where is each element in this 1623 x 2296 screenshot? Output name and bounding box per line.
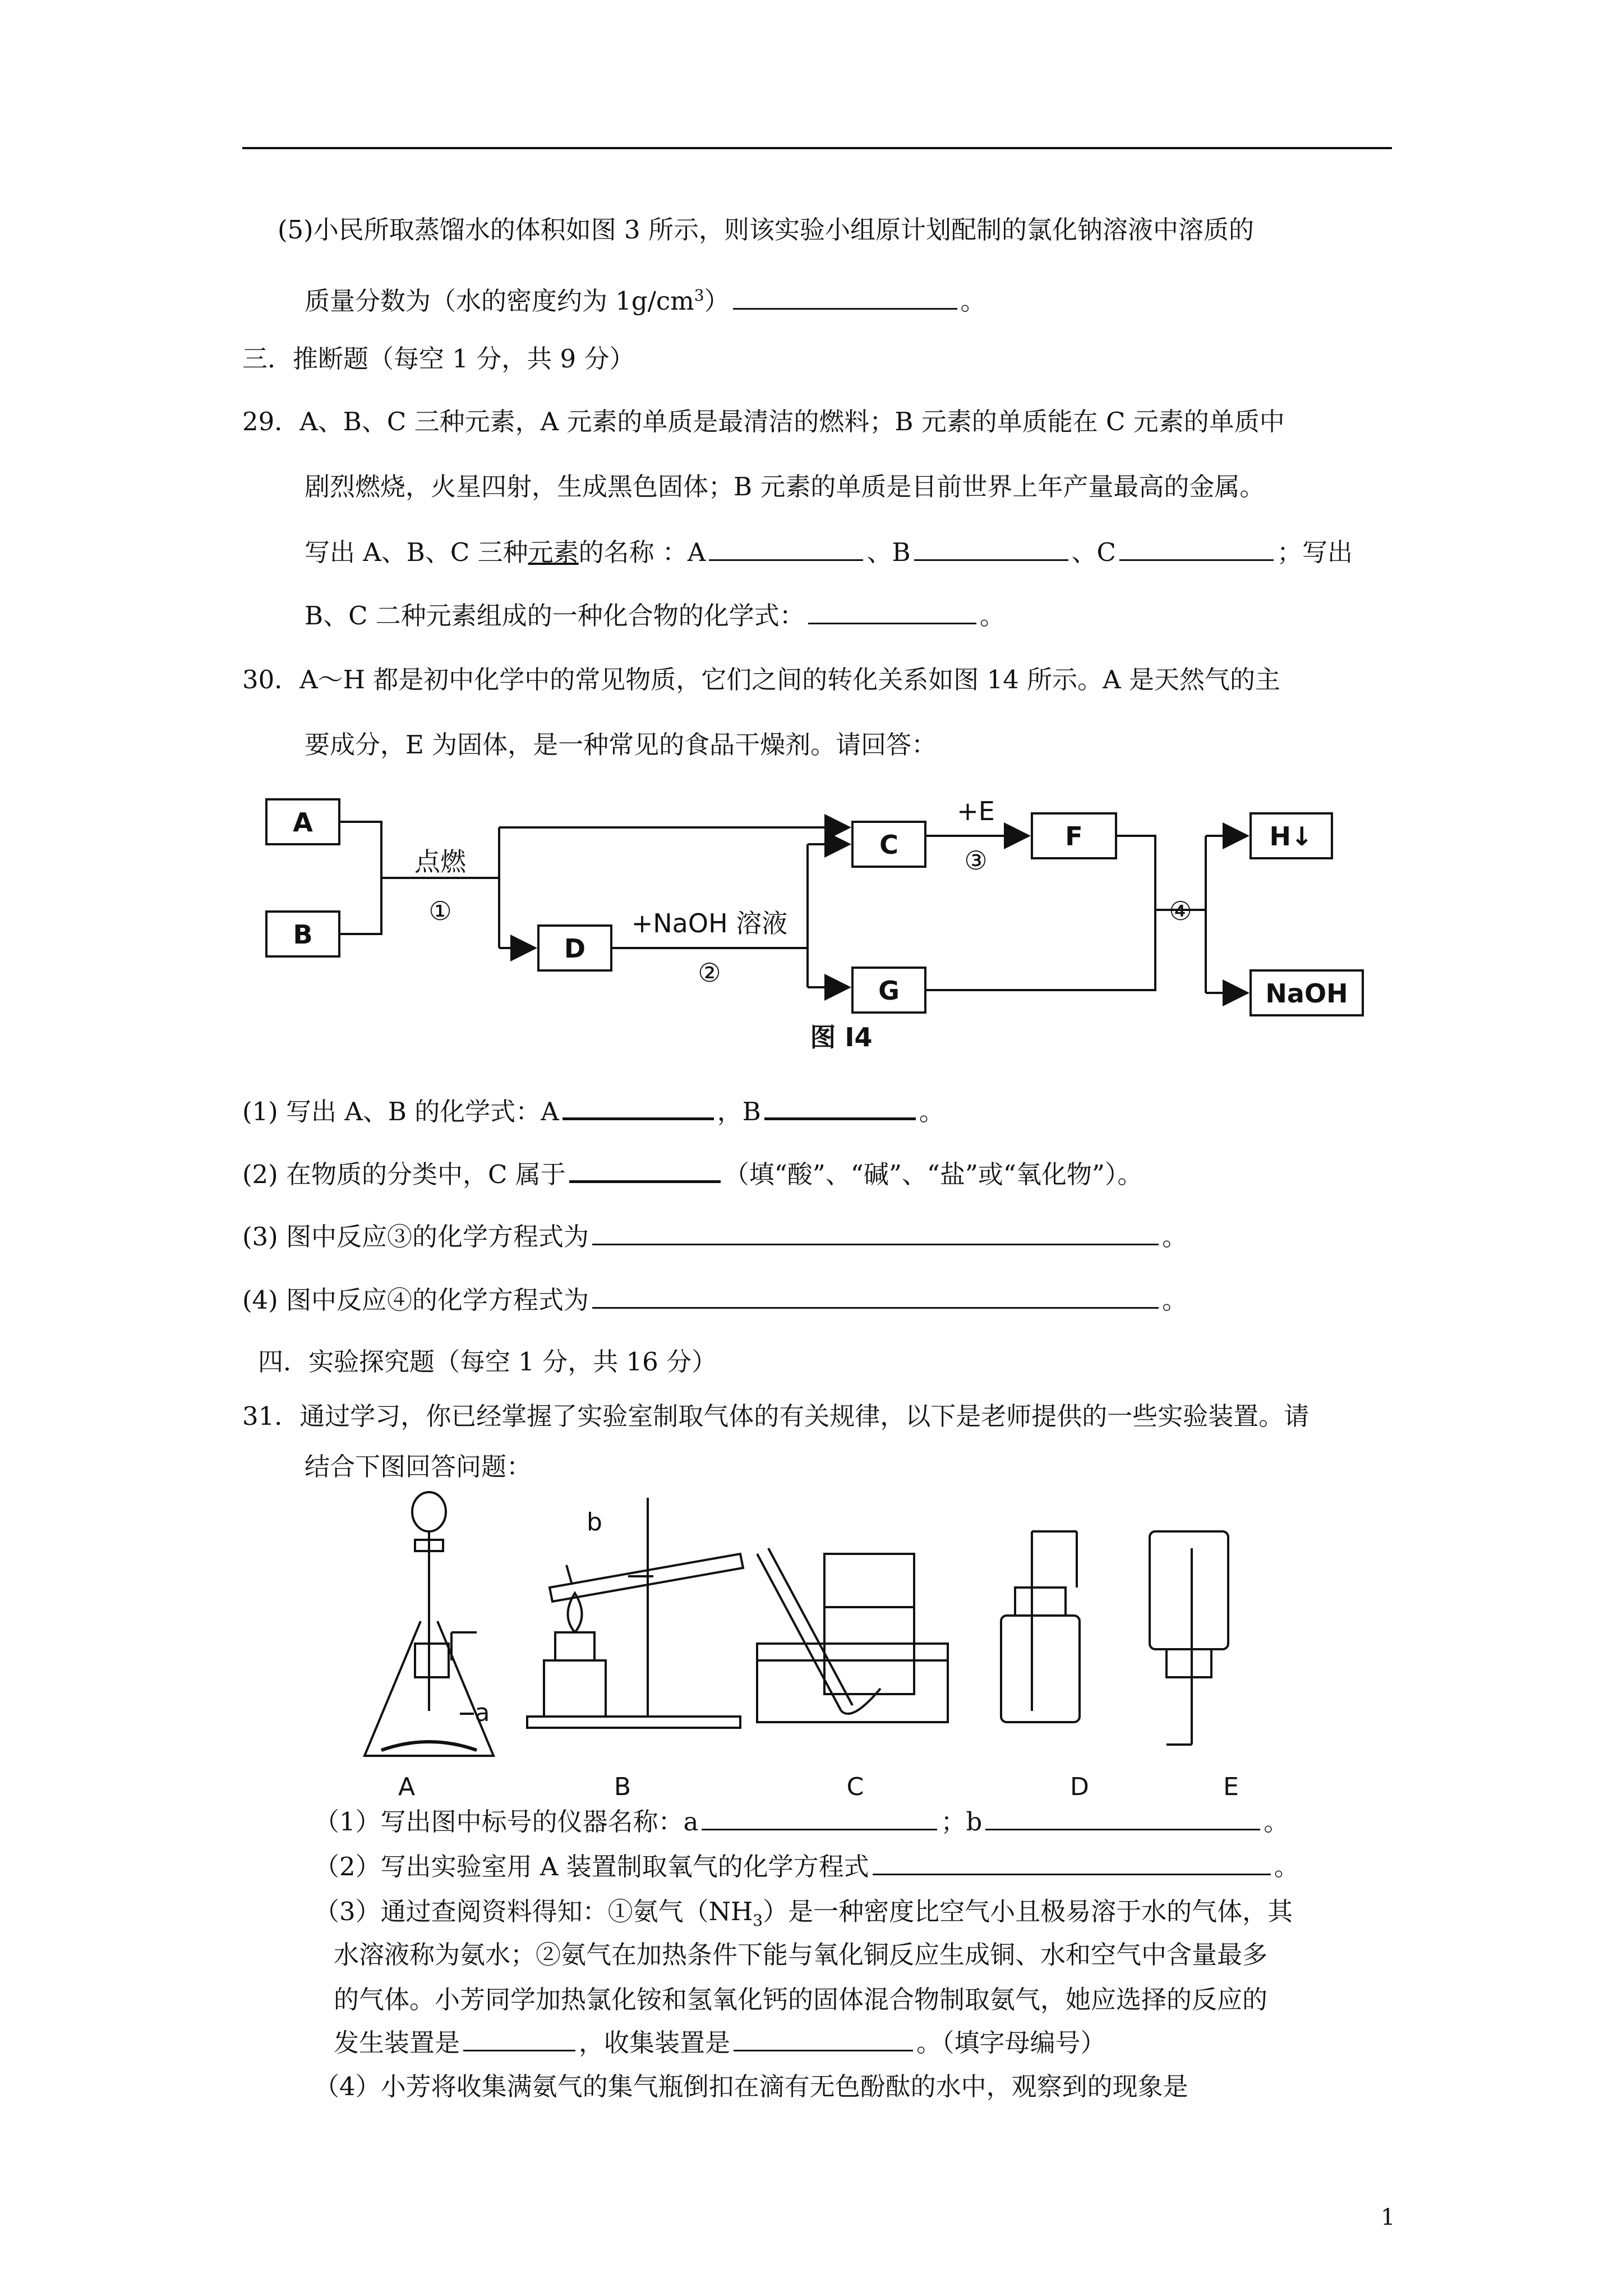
q30-sub2: (2) 在物质的分类中，C 属于 （填“酸”、“碱”、“盐”或“氧化物”）。: [242, 1157, 1142, 1191]
answer-blank: [873, 1850, 1271, 1875]
q31-sub2: （2）写出实验室用 A 装置制取氧气的化学方程式 。: [314, 1850, 1299, 1884]
q28-5-line1: (5)小民所取蒸馏水的体积如图 3 所示，则该实验小组原计划配制的氯化钠溶液中溶质的: [278, 215, 1254, 245]
label-naoh: +NaOH 溶液: [631, 908, 788, 938]
label-E: E: [1223, 1773, 1239, 1801]
q29-line1: 29．A、B、C 三种元素，A 元素的单质是最清洁的燃料；B 元素的单质能在 C 元素的单质中: [242, 407, 1285, 436]
box-A: A: [293, 807, 313, 838]
answer-blank: [592, 1283, 1159, 1309]
q29-line4: B、C 二种元素组成的一种化合物的化学式： 。: [305, 599, 1005, 633]
q31-line2: 结合下图回答问题：: [305, 1452, 532, 1481]
box-B: B: [293, 919, 313, 950]
label-ignite: 点燃: [414, 846, 466, 877]
answer-blank: [808, 599, 976, 624]
answer-blank: [914, 536, 1068, 561]
mark-a: a: [474, 1699, 490, 1727]
q31-sub3-line3: 的气体。小芳同学加热氯化铵和氢氧化钙的固体混合物制取氨气，她应选择的反应的: [334, 1985, 1268, 2014]
apparatus-A: [365, 1492, 494, 1756]
q31-sub3-line1: （3）通过查阅资料得知：①氨气$(NH_3)$是一种密度比空气小且极易溶于水的气体，其: [314, 1897, 1293, 1930]
header-rule: [242, 147, 1392, 149]
apparatus-figure: [348, 1487, 1391, 1801]
label-C: C: [846, 1773, 864, 1801]
label-e: +E: [957, 796, 995, 826]
q28-5-line2: 质量分数为（水的密度约为 $1g/cm^3$） 。: [305, 279, 986, 318]
q31-sub3-line4: 发生装置是 ，收集装置是 。（填字母编号）: [334, 2026, 1106, 2060]
apparatus-C: [757, 1548, 948, 1722]
box-C: C: [879, 830, 898, 860]
q29-line2: 剧烈燃烧，火星四射，生成黑色固体；B 元素的单质是目前世界上年产量最高的金属。: [305, 472, 1265, 501]
section-3-title: 三．推断题（每空 1 分，共 9 分）: [242, 344, 635, 374]
q31-sub4: （4）小芳将收集满氨气的集气瓶倒扣在滴有无色酚酞的水中，观察到的现象是: [314, 2072, 1188, 2101]
answer-blank: [562, 1094, 714, 1120]
answer-blank: [569, 1157, 721, 1183]
answer-blank: [985, 1805, 1260, 1830]
label-D: D: [1070, 1773, 1089, 1801]
answer-blank: [709, 536, 863, 561]
q30-sub4: (4) 图中反应④的化学方程式为 。: [242, 1283, 1187, 1317]
apparatus-D: [1001, 1531, 1080, 1722]
answer-blank: [764, 1094, 916, 1120]
step-1: ①: [428, 896, 452, 926]
box-H: H↓: [1269, 821, 1313, 852]
q31-sub3-line2: 水溶液称为氨水；②氨气在加热条件下能与氧化铜反应生成铜、水和空气中含量最多: [334, 1940, 1268, 1970]
box-F: F: [1065, 821, 1083, 852]
answer-blank: [592, 1220, 1159, 1245]
step-3: ③: [964, 845, 988, 876]
step-2: ②: [698, 958, 721, 988]
answer-blank: [1119, 536, 1274, 561]
q30-sub3: (3) 图中反应③的化学方程式为 。: [242, 1220, 1187, 1254]
q29-line3: 写出 A、B、C 三种元素的名称 ：A 、B 、C ；写出: [305, 536, 1353, 569]
answer-blank: [733, 284, 957, 310]
section-4-title: 四．实验探究题（每空 1 分，共 16 分）: [258, 1347, 717, 1377]
q31-line1: 31．通过学习，你已经掌握了实验室制取气体的有关规律，以下是老师提供的一些实验装置。请: [242, 1401, 1310, 1431]
box-NaOH: NaOH: [1265, 978, 1348, 1009]
label-B: B: [614, 1773, 631, 1801]
q30-line1: 30．A～H 都是初中化学中的常见物质，它们之间的转化关系如图 14 所示。A 是天然气的主: [242, 665, 1280, 694]
apparatus-B: [527, 1498, 743, 1728]
answer-blank: [734, 2026, 913, 2051]
box-G: G: [878, 976, 900, 1006]
apparatus-E: [1150, 1531, 1228, 1745]
q30-sub1: (1) 写出 A、B 的化学式：A ，B 。: [242, 1094, 944, 1129]
flow-diagram: [258, 785, 1391, 1066]
figure-caption: 图 I4: [810, 1022, 873, 1052]
step-4: ④: [1169, 896, 1192, 926]
q30-line2: 要成分，E 为固体，是一种常见的食品干燥剂。请回答：: [305, 730, 937, 760]
box-D: D: [564, 933, 586, 964]
answer-blank: [463, 2026, 575, 2051]
label-A: A: [398, 1773, 416, 1801]
answer-blank: [702, 1805, 937, 1830]
page-number: 1: [1381, 2205, 1395, 2230]
q31-sub1: （1）写出图中标号的仪器名称：a ；b 。: [314, 1805, 1289, 1839]
mark-b: b: [587, 1508, 602, 1536]
